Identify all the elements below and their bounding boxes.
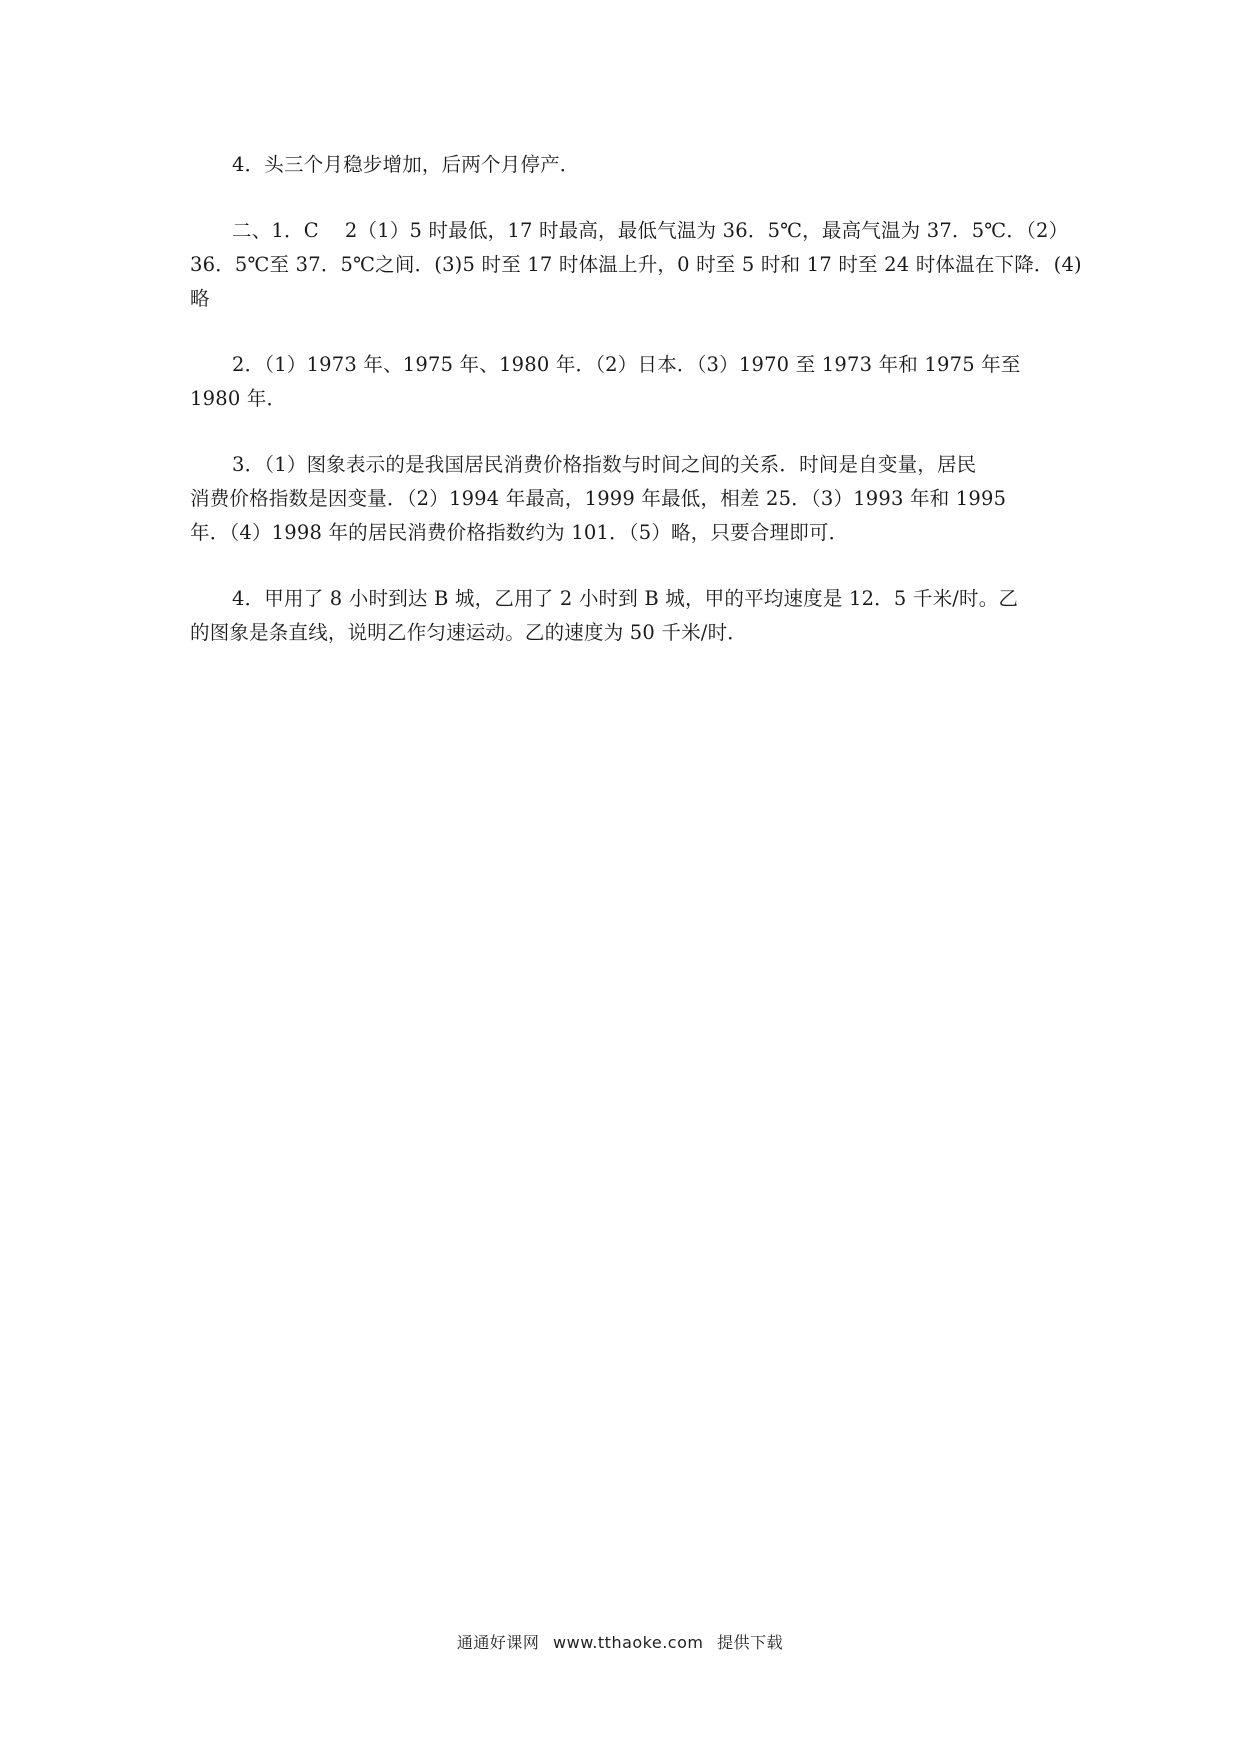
text-line: 略 <box>190 287 210 310</box>
answer-document <box>190 148 1082 650</box>
page-footer <box>0 1630 1240 1653</box>
footer-url-link[interactable]: www.tthaoke.com <box>553 1633 704 1652</box>
text-line: 3．（1）图象表示的是我国居民消费价格指数与时间之间的关系．时间是自变量，居民 <box>232 453 977 476</box>
text-line: 36．5℃至 37．5℃之间．(3)5 时至 17 时体温上升，0 时至 5 时和 17 时至 24 时体温在下降．(4) <box>190 253 1082 276</box>
answer-paragraph-2 <box>190 214 1082 316</box>
answer-paragraph-5 <box>190 582 1060 650</box>
text-line: 消费价格指数是因变量．（2）1994 年最高，1999 年最低，相差 25．（3）1993 年和 1995 <box>190 487 1007 510</box>
answer-paragraph-3 <box>190 348 1060 416</box>
text-line: 4．甲用了 8 小时到达 B 城，乙用了 2 小时到 B 城，甲的平均速度是 12．5 千米/时。乙 <box>232 587 1019 610</box>
text-line: 4．头三个月稳步增加，后两个月停产． <box>232 153 580 176</box>
text-line: 年．（4）1998 年的居民消费价格指数约为 101．（5）略，只要合理即可． <box>190 521 849 544</box>
footer-site-name: 通通好课网 <box>456 1633 540 1652</box>
text-line: 的图象是条直线，说明乙作匀速运动。乙的速度为 50 千米/时． <box>190 621 747 644</box>
answer-paragraph-1 <box>190 148 1060 182</box>
footer-suffix: 提供下载 <box>717 1633 784 1652</box>
answer-paragraph-4 <box>190 448 1060 550</box>
text-line: 2．（1）1973 年、1975 年、1980 年．（2）日本．（3）1970 至 1973 年和 1975 年至 <box>232 353 1021 376</box>
text-line: 二、1．C 2（1）5 时最低，17 时最高，最低气温为 36．5℃，最高气温为 37．5℃．（2） <box>232 219 1069 242</box>
text-line: 1980 年． <box>190 387 287 410</box>
